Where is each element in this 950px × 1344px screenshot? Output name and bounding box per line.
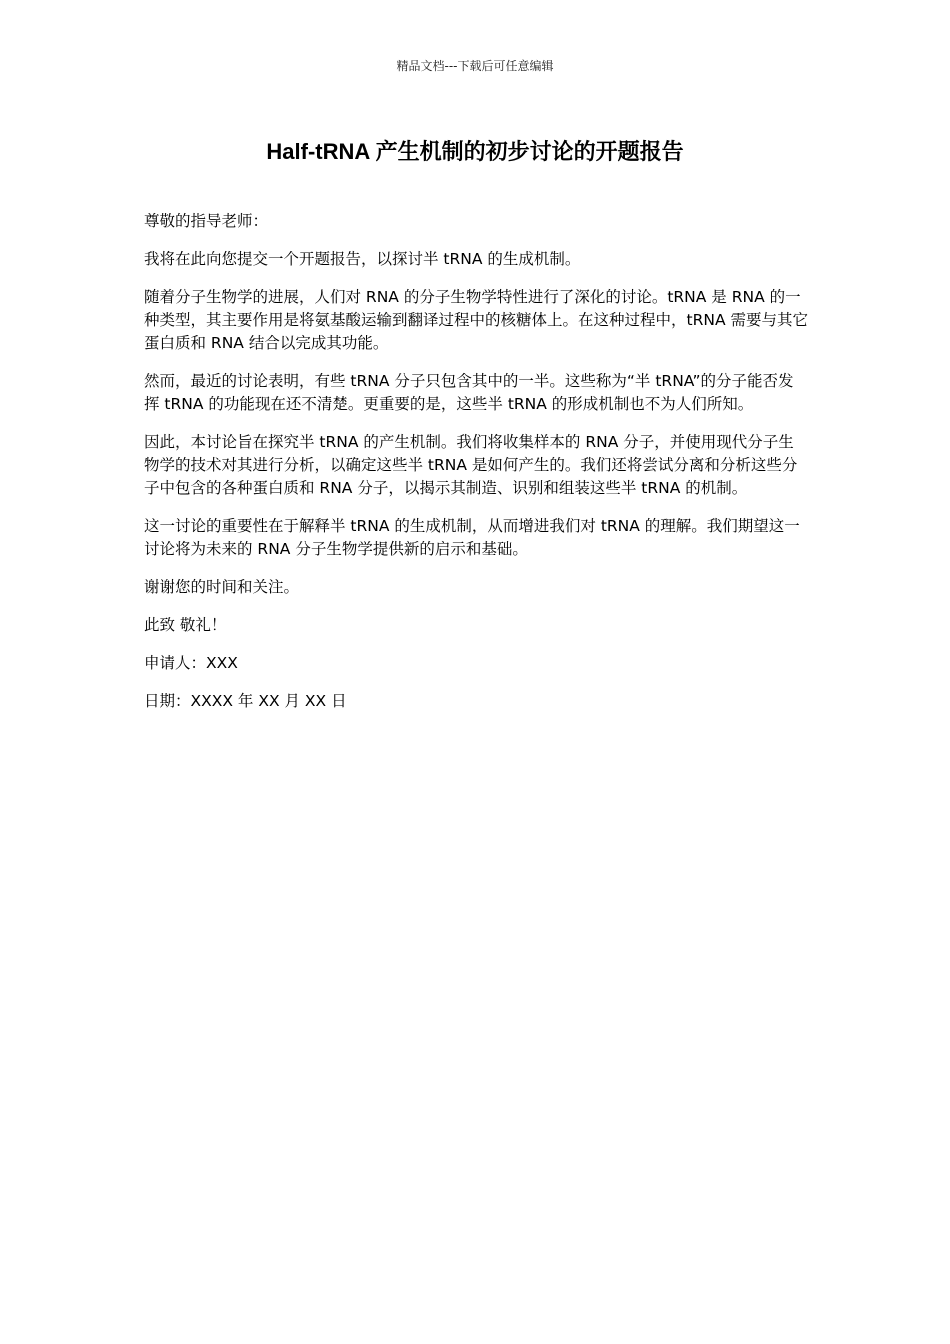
applicant-line: 申请人：XXX bbox=[144, 654, 238, 672]
paragraph-significance: 这一讨论的重要性在于解释半 tRNA 的生成机制，从而增进我们对 tRNA 的理解。我们期望这一讨论将为未来的 RNA 分子生物学提供新的启示和基础。 bbox=[144, 517, 800, 558]
closing-line: 此致 敬礼！ bbox=[144, 616, 227, 634]
paragraph-problem: 然而，最近的讨论表明，有些 tRNA 分子只包含其中的一半。这些称为“半 tRNA”的分子能否发挥 tRNA 的功能现在还不清楚。更重要的是，这些半 tRNA 的形成机制也不为人们所知。 bbox=[144, 372, 794, 413]
page-header: 精品文档---下载后可任意编辑 bbox=[396, 59, 554, 73]
paragraph-background: 随着分子生物学的进展，人们对 RNA 的分子生物学特性进行了深化的讨论。tRNA 是 RNA 的一种类型，其主要作用是将氨基酸运输到翻译过程中的核糖体上。在这种过程中，tRNA 需要与其它蛋白质和 RNA 结合以完成其功能。 bbox=[144, 288, 808, 352]
thanks-line: 谢谢您的时间和关注。 bbox=[144, 578, 300, 596]
document-body bbox=[144, 210, 809, 728]
paragraph-methods: 因此，本讨论旨在探究半 tRNA 的产生机制。我们将收集样本的 RNA 分子，并使用现代分子生物学的技术对其进行分析，以确定这些半 tRNA 是如何产生的。我们还将尝试分离和分析这些分子中包含的各种蛋白质和 RNA 分子，以揭示其制造、识别和组装这些半 tRNA 的机制。 bbox=[144, 433, 798, 497]
date-line: 日期：XXXX 年 XX 月 XX 日 bbox=[144, 692, 347, 710]
paragraph-intro: 我将在此向您提交一个开题报告，以探讨半 tRNA 的生成机制。 bbox=[144, 250, 581, 268]
salutation: 尊敬的指导老师： bbox=[144, 212, 269, 230]
document-title: Half-tRNA 产生机制的初步讨论的开题报告 bbox=[266, 139, 684, 164]
